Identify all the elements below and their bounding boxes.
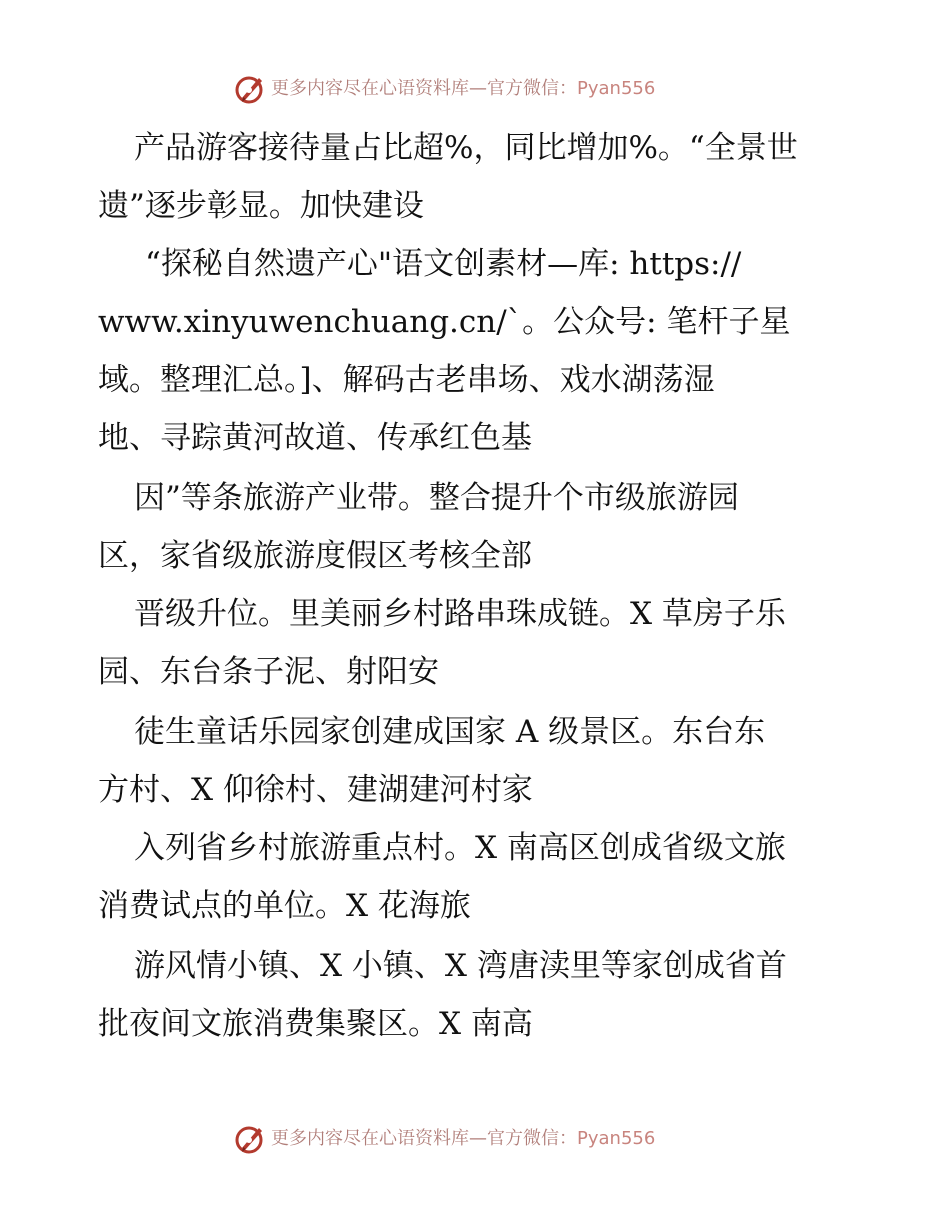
header-banner: [0, 70, 950, 110]
text-line: www.xinyuwenchuang.cn/`。公众号: 笔杆子星: [98, 304, 791, 340]
banner-text: [271, 78, 655, 100]
banner-text: [271, 1128, 655, 1150]
text-line: 产品游客接待量占比超%，同比增加%。“全景世: [134, 130, 798, 166]
text-line: 园、东台条子泥、射阳安: [98, 654, 439, 690]
quill-circle-logo-icon: [233, 72, 267, 106]
text-line: 批夜间文旅消费集聚区。X 南高: [98, 1006, 533, 1042]
text-line: 地、寻踪黄河故道、传承红色基: [98, 420, 532, 456]
text-line: 域。整理汇总。]、解码古老串场、戏水湖荡湿: [98, 362, 715, 398]
text-line: 遗”逐步彰显。加快建设: [98, 188, 424, 224]
banner-official: 官方微信：: [487, 78, 577, 99]
banner-separator: —: [469, 78, 487, 99]
banner-prefix: 更多内容尽在心语资料库: [271, 78, 469, 99]
quill-circle-logo-icon: [233, 1122, 267, 1156]
banner-prefix: 更多内容尽在心语资料库: [271, 1128, 469, 1149]
banner-wechat-id: Pyan556: [577, 1128, 656, 1149]
text-line: 区，家省级旅游度假区考核全部: [98, 538, 532, 574]
text-line: 因”等条旅游产业带。整合提升个市级旅游园: [134, 480, 739, 516]
text-line: 晋级升位。里美丽乡村路串珠成链。X 草房子乐: [134, 596, 786, 632]
footer-banner: [0, 1120, 950, 1160]
banner-wechat-id: Pyan556: [577, 78, 656, 99]
text-line: “探秘自然遗产心"语文创素材—库: https://: [145, 246, 742, 282]
text-line: 徒生童话乐园家创建成国家 A 级景区。东台东: [134, 714, 766, 750]
banner-separator: —: [469, 1128, 487, 1149]
banner-official: 官方微信：: [487, 1128, 577, 1149]
text-line: 方村、X 仰徐村、建湖建河村家: [98, 772, 533, 808]
text-line: 游风情小镇、X 小镇、X 湾唐渎里等家创成省首: [134, 948, 787, 984]
text-line: 消费试点的单位。X 花海旅: [98, 888, 471, 924]
text-line: 入列省乡村旅游重点村。X 南高区创成省级文旅: [134, 830, 786, 866]
